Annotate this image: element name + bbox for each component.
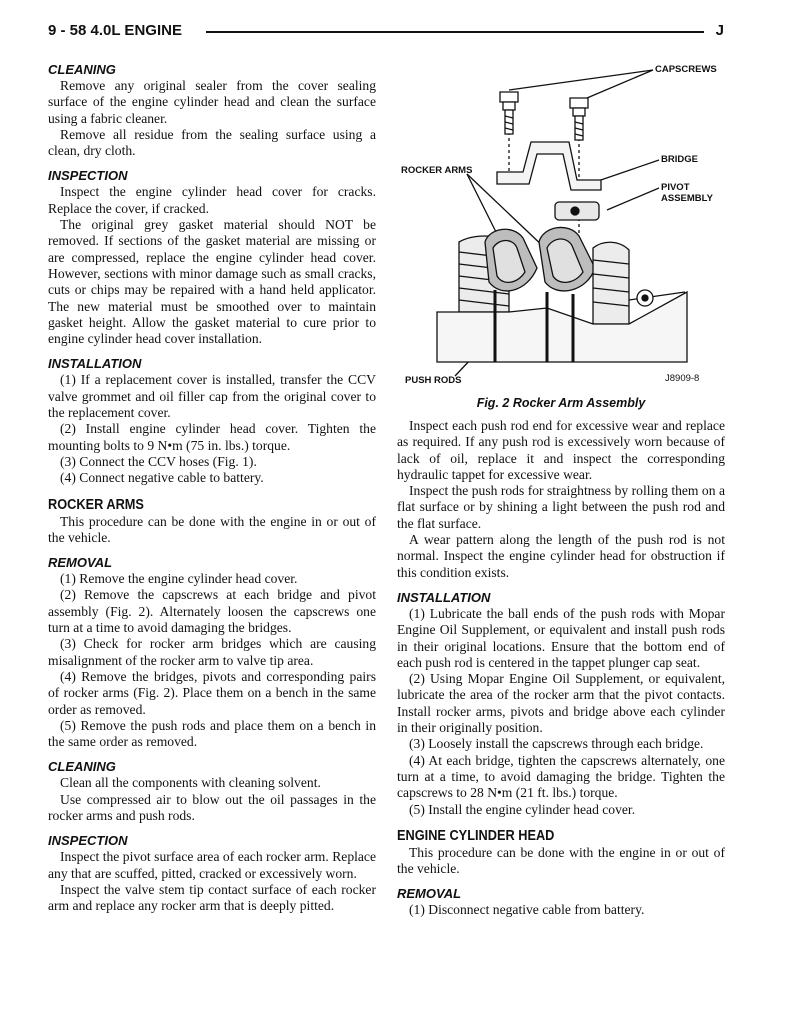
figure-rocker-arm-assembly [397, 62, 725, 410]
section-heading: ROCKER ARMS [48, 496, 144, 513]
header-rule [206, 31, 704, 33]
paragraph: (2) Using Mopar Engine Oil Supplement, or equivalent, lubricate the area of the rocker arm that the pivot contacts. Install rocker arms, pivots and bridge above each cylinder in their originally position. [397, 671, 725, 736]
paragraph: (3) Check for rocker arm bridges which are causing misalignment of the rocker arm to valve tip area. [48, 636, 376, 668]
paragraph: (3) Loosely install the capscrews through each bridge. [409, 736, 704, 752]
paragraph: Inspect the engine cylinder head cover for cracks. Replace the cover, if cracked. [48, 184, 376, 216]
section-heading: ENGINE CYLINDER HEAD [397, 827, 555, 844]
paragraph: Remove any original sealer from the cover sealing surface of the engine cylinder head and clean the surface using a fabric cleaner. [48, 78, 376, 126]
subsection-heading: INSTALLATION [397, 589, 491, 605]
subsection-heading: CLEANING [48, 759, 116, 775]
label-pivot-assembly: ASSEMBLY [661, 193, 713, 204]
paragraph: (5) Remove the push rods and place them on a bench in the same order as removed. [48, 717, 376, 750]
paragraph: (3) Connect the CCV hoses (Fig. 1). [60, 453, 257, 469]
subsection-heading: REMOVAL [397, 886, 462, 902]
label-rocker-arms: ROCKER ARMS [401, 165, 473, 176]
paragraph: (4) Connect negative cable to battery. [60, 470, 264, 486]
paragraph: Inspect the pivot surface area of each rocker arm. Replace any that are scuffed, pitted, cracked or excessively worn. [48, 849, 376, 881]
label-push-rods: PUSH RODS [405, 375, 462, 386]
paragraph: (1) Remove the engine cylinder head cover. [60, 571, 298, 587]
subsection-heading: INSPECTION [48, 168, 128, 184]
paragraph: (1) Lubricate the ball ends of the push rods with Mopar Engine Oil Supplement, or equivalent and install push rods in their original locations. Ensure that the bottom end of each push rod is centered in the tappet plunger cap seat. [397, 605, 725, 670]
page-number: 9 - 58 4.0L ENGINE [48, 22, 182, 39]
paragraph: (5) Install the engine cylinder head cover. [409, 801, 636, 817]
paragraph: Inspect the push rods for straightness by rolling them on a flat surface or by shining a light between the push rod and the flat surface. [397, 483, 725, 531]
paragraph: The original grey gasket material should NOT be removed. If sections of the gasket material are missing or are compressed, replace the engine cylinder head cover. However, sections with minor damage such as small cracks, cuts or chips may be repaired with a hand held applicator. The new material must be smoothed over to maintain gasket height. Allow the gasket material to cure prior to engine cylinder head cover installation. [48, 217, 376, 347]
paragraph: (1) Disconnect negative cable from battery. [409, 902, 645, 918]
paragraph: This procedure can be done with the engine in or out of the vehicle. [48, 513, 376, 545]
paragraph: (2) Remove the capscrews at each bridge and pivot assembly (Fig. 2). Alternately loosen the capscrews one turn at a time to avoid damaging the bridges. [48, 587, 376, 636]
page-header [48, 22, 724, 42]
subsection-heading: INSPECTION [48, 833, 128, 849]
paragraph: Remove all residue from the sealing surface using a clean, dry cloth. [48, 126, 376, 159]
header-mark: J [715, 22, 724, 39]
left-column [48, 62, 376, 914]
paragraph: (1) If a replacement cover is installed, transfer the CCV valve grommet and oil filler cap from the original cover to the replacement cover. [48, 372, 376, 421]
label-pivot: PIVOT [661, 182, 690, 193]
rocker-arm-illustration [397, 62, 725, 390]
figure-code: J8909-8 [665, 373, 700, 384]
paragraph: Inspect each push rod end for excessive wear and replace as required. If any push rod is excessively worn because of lack of oil, replace it and inspect the corresponding hydraulic tappet for excessive wear. [397, 418, 725, 482]
paragraph: (4) At each bridge, tighten the capscrews alternately, one turn at a time, to avoid damaging the bridge. Tighten the capscrews to 28 N•m (21 ft. lbs.) torque. [397, 752, 725, 801]
right-column [397, 418, 725, 919]
paragraph: Use compressed air to blow out the oil passages in the rocker arms and push rods. [48, 791, 376, 823]
subsection-heading: INSTALLATION [48, 356, 142, 372]
paragraph: A wear pattern along the length of the push rod is not normal. Inspect the engine cylinder head for obstruction if this condition exists. [397, 532, 725, 580]
subsection-heading: REMOVAL [48, 555, 113, 571]
figure-caption: Fig. 2 Rocker Arm Assembly [476, 396, 646, 410]
paragraph: This procedure can be done with the engine in or out of the vehicle. [397, 844, 725, 877]
label-bridge: BRIDGE [661, 154, 698, 165]
paragraph: Inspect the valve stem tip contact surface of each rocker arm and replace any rocker arm that is deeply pitted. [48, 881, 376, 914]
paragraph: (2) Install engine cylinder head cover. Tighten the mounting bolts to 9 N•m (75 in. lbs.) torque. [48, 421, 376, 453]
paragraph: Clean all the components with cleaning solvent. [60, 775, 321, 791]
label-capscrews: CAPSCREWS [655, 64, 717, 75]
subsection-heading: CLEANING [48, 62, 116, 77]
paragraph: (4) Remove the bridges, pivots and corresponding pairs of rocker arms (Fig. 2). Place them on a bench in the same order as removed. [48, 668, 376, 717]
